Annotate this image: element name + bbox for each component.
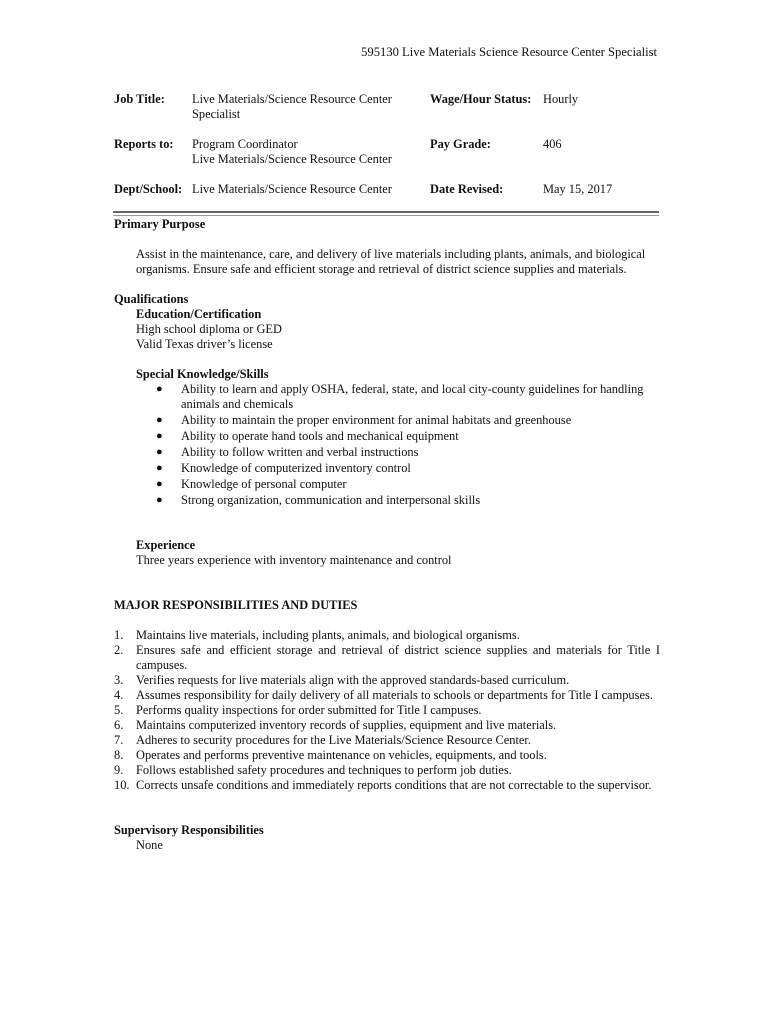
- primary-purpose-heading: Primary Purpose: [114, 217, 206, 231]
- duty-item: [114, 643, 660, 673]
- reports-to-line1: Program Coordinator: [192, 137, 298, 151]
- bullet-icon: ●: [156, 494, 163, 506]
- experience-text: Three years experience with inventory maintenance and control: [136, 553, 452, 567]
- wage-status-label: Wage/Hour Status:: [430, 92, 532, 106]
- job-title-line2: Specialist: [192, 107, 241, 121]
- pay-grade-label: Pay Grade:: [430, 137, 491, 151]
- duty-item: [114, 688, 660, 703]
- duty-number: 7.: [114, 733, 124, 747]
- skill-item-text: Ability to learn and apply OSHA, federal, state, and local city-county guidelines for handling animals and chemicals: [181, 382, 644, 411]
- qualifications-heading: Qualifications: [114, 292, 189, 306]
- duty-text: Performs quality inspections for order submitted for Title I campuses.: [136, 703, 482, 717]
- duty-item: [114, 628, 660, 643]
- skill-item-text: Knowledge of computerized inventory control: [181, 461, 411, 475]
- dept-school-value: Live Materials/Science Resource Center: [192, 182, 392, 196]
- skill-item: [136, 445, 660, 460]
- duties-heading: MAJOR RESPONSIBILITIES AND DUTIES: [114, 598, 358, 612]
- duty-number: 1.: [114, 628, 124, 642]
- duty-text: Operates and performs preventive maintenance on vehicles, equipments, and tools.: [136, 748, 547, 762]
- duty-text: Ensures safe and efficient storage and retrieval of district science supplies and materials for Title I campuses.: [136, 643, 660, 672]
- skill-item-text: Knowledge of personal computer: [181, 477, 347, 491]
- duties-list: [114, 628, 660, 793]
- duty-item: [114, 718, 660, 733]
- skill-item-text: Ability to operate hand tools and mechanical equipment: [181, 429, 459, 443]
- education-item: Valid Texas driver’s license: [136, 337, 273, 351]
- bullet-icon: ●: [156, 414, 163, 426]
- reports-to-value: [192, 137, 412, 167]
- pay-grade-value: 406: [543, 137, 562, 151]
- duty-number: 2.: [114, 643, 124, 657]
- reports-to-line2: Live Materials/Science Resource Center: [192, 152, 392, 166]
- job-info-table: [114, 92, 660, 204]
- duty-number: 10.: [114, 778, 130, 792]
- dept-school-label: Dept/School:: [114, 182, 183, 196]
- job-title-label: Job Title:: [114, 92, 165, 106]
- job-title-line1: Live Materials/Science Resource Center: [192, 92, 392, 106]
- duty-item: [114, 763, 660, 778]
- info-row-reports-to: [114, 137, 660, 182]
- duty-text: Verifies requests for live materials align with the approved standards-based curriculum.: [136, 673, 570, 687]
- duty-number: 5.: [114, 703, 124, 717]
- duty-number: 9.: [114, 763, 124, 777]
- reports-to-label: Reports to:: [114, 137, 174, 151]
- supervisory-text: None: [136, 838, 163, 852]
- duty-text: Assumes responsibility for daily delivery of all materials to schools or departments for Title I campuses.: [136, 688, 653, 702]
- education-item: High school diploma or GED: [136, 322, 282, 336]
- bullet-icon: ●: [156, 478, 163, 490]
- info-row-dept: [114, 182, 660, 204]
- education-heading: Education/Certification: [136, 307, 262, 321]
- duty-text: Maintains live materials, including plants, animals, and biological organisms.: [136, 628, 520, 642]
- duty-item: [114, 778, 660, 793]
- experience-heading: Experience: [136, 538, 196, 552]
- duty-item: [114, 673, 660, 688]
- supervisory-heading: Supervisory Responsibilities: [114, 823, 264, 837]
- duty-text: Follows established safety procedures and techniques to perform job duties.: [136, 763, 512, 777]
- skills-list: [114, 382, 660, 508]
- document-reference: 595130 Live Materials Science Resource Center Specialist: [361, 45, 657, 59]
- skill-item-text: Strong organization, communication and interpersonal skills: [181, 493, 481, 507]
- skill-item: [136, 477, 660, 492]
- bullet-icon: ●: [156, 446, 163, 458]
- skill-item: [136, 382, 660, 412]
- duty-text: Corrects unsafe conditions and immediately reports conditions that are not correctable to the supervisor.: [136, 778, 652, 792]
- skill-item: [136, 413, 660, 428]
- duty-number: 3.: [114, 673, 124, 687]
- duty-number: 6.: [114, 718, 124, 732]
- date-revised-value: May 15, 2017: [543, 182, 613, 196]
- duty-number: 8.: [114, 748, 124, 762]
- wage-status-value: Hourly: [543, 92, 579, 106]
- info-row-job-title: [114, 92, 660, 137]
- duty-item: [114, 703, 660, 718]
- skill-item: [136, 493, 660, 508]
- bullet-icon: ●: [156, 462, 163, 474]
- skill-item-text: Ability to maintain the proper environment for animal habitats and greenhouse: [181, 413, 572, 427]
- skills-heading: Special Knowledge/Skills: [136, 367, 269, 381]
- duty-text: Adheres to security procedures for the Live Materials/Science Resource Center.: [136, 733, 531, 747]
- skill-item: [136, 461, 660, 476]
- duty-item: [114, 748, 660, 763]
- job-title-value: [192, 92, 412, 122]
- skill-item: [136, 429, 660, 444]
- section-divider: [113, 211, 659, 213]
- skill-item-text: Ability to follow written and verbal instructions: [181, 445, 419, 459]
- bullet-icon: ●: [156, 430, 163, 442]
- duty-number: 4.: [114, 688, 124, 702]
- primary-purpose-text: Assist in the maintenance, care, and delivery of live materials including plants, animals, and biological organisms. Ensure safe and efficient storage and retrieval of district science supplies and materials.: [136, 247, 646, 276]
- duty-item: [114, 733, 660, 748]
- bullet-icon: ●: [156, 383, 163, 395]
- duty-text: Maintains computerized inventory records of supplies, equipment and live materials.: [136, 718, 557, 732]
- date-revised-label: Date Revised:: [430, 182, 504, 196]
- document-body: [114, 216, 660, 853]
